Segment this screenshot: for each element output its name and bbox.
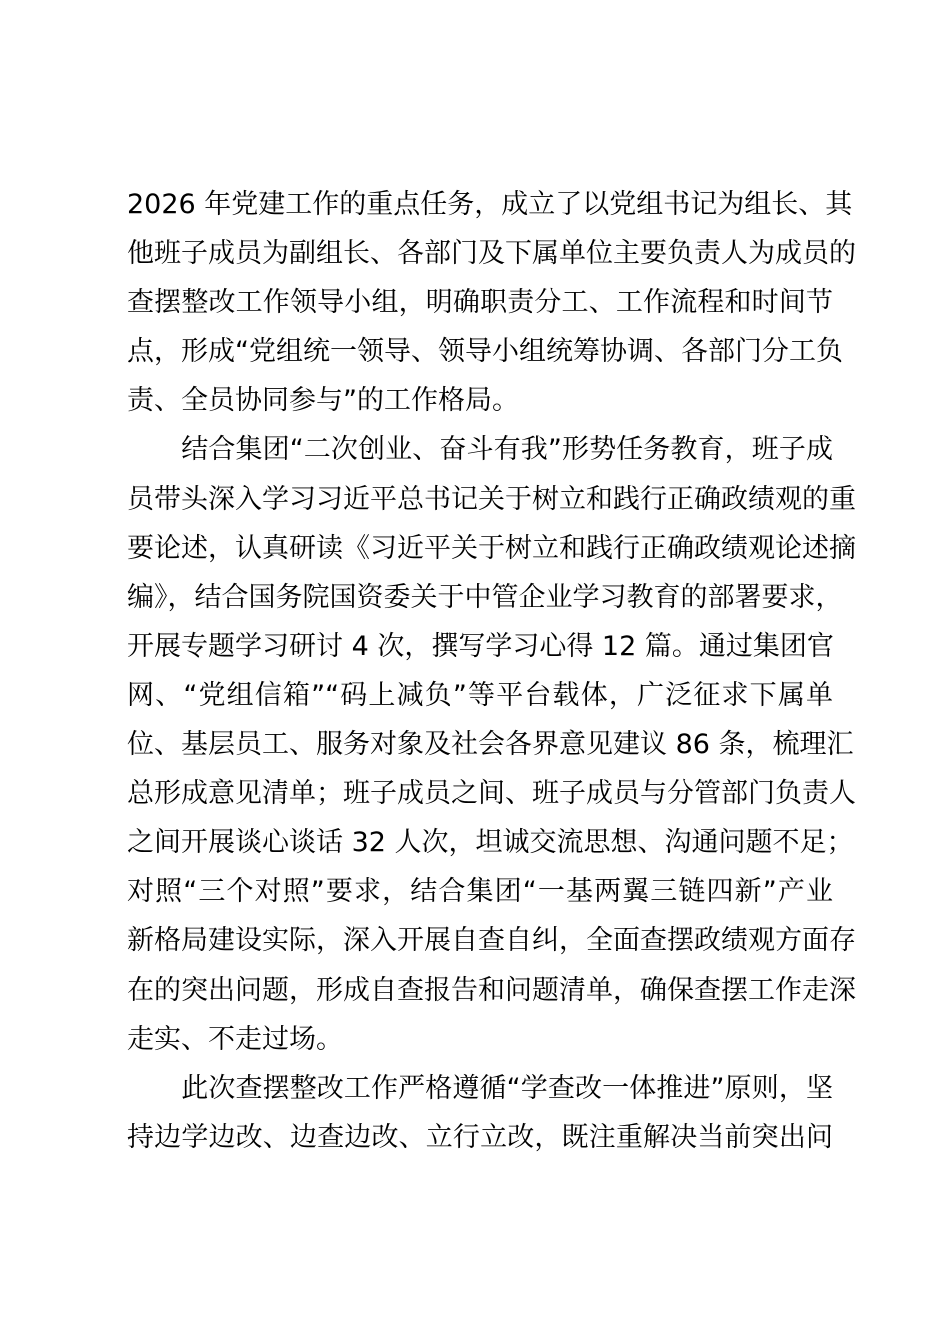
text-line: 查摆整改工作领导小组，明确职责分工、工作流程和时间节 (127, 287, 833, 319)
text-line: 总形成意见清单；班子成员之间、班子成员与分管部门负责人 (127, 778, 856, 810)
paragraph (127, 180, 856, 425)
paragraph (127, 425, 856, 1063)
text-line: 对照“三个对照”要求，结合集团“一基两翼三链四新”产业 (127, 876, 833, 908)
document-body (127, 180, 856, 1162)
text-line: 点，形成“党组统一领导、领导小组统筹协调、各部门分工负 (127, 336, 843, 368)
text-line: 员带头深入学习习近平总书记关于树立和践行正确政绩观的重 (127, 483, 856, 515)
paragraph (127, 1064, 833, 1162)
text-line: 网、“党组信箱”“码上减负”等平台载体，广泛征求下属单 (127, 679, 833, 711)
text-line: 要论述，认真研读《习近平关于树立和践行正确政绩观论述摘 (127, 532, 856, 564)
text-line: 他班子成员为副组长、各部门及下属单位主要负责人为成员的 (127, 238, 856, 270)
text-line: 位、基层员工、服务对象及社会各界意见建议 86 条，梳理汇 (127, 729, 854, 761)
text-line: 结合集团“二次创业、奋斗有我”形势任务教育，班子成 (127, 434, 833, 466)
text-line: 走实、不走过场。 (127, 1023, 343, 1055)
text-line: 责、全员协同参与”的工作格局。 (127, 385, 519, 417)
text-line: 编》，结合国务院国资委关于中管企业学习教育的部署要求， (127, 581, 843, 613)
text-line: 在的突出问题，形成自查报告和问题清单，确保查摆工作走深 (127, 974, 856, 1006)
text-line: 开展专题学习研讨 4 次，撰写学习心得 12 篇。通过集团官 (127, 630, 834, 662)
text-line: 之间开展谈心谈话 32 人次，坦诚交流思想、沟通问题不足； (127, 827, 854, 859)
text-line: 2026 年党建工作的重点任务，成立了以党组书记为组长、其 (127, 189, 853, 220)
text-line: 新格局建设实际，深入开展自查自纠，全面查摆政绩观方面存 (127, 925, 856, 957)
text-line: 此次查摆整改工作严格遵循“学查改一体推进”原则，坚 (127, 1072, 833, 1104)
text-line: 持边学边改、边查边改、立行立改，既注重解决当前突出问 (127, 1121, 833, 1153)
